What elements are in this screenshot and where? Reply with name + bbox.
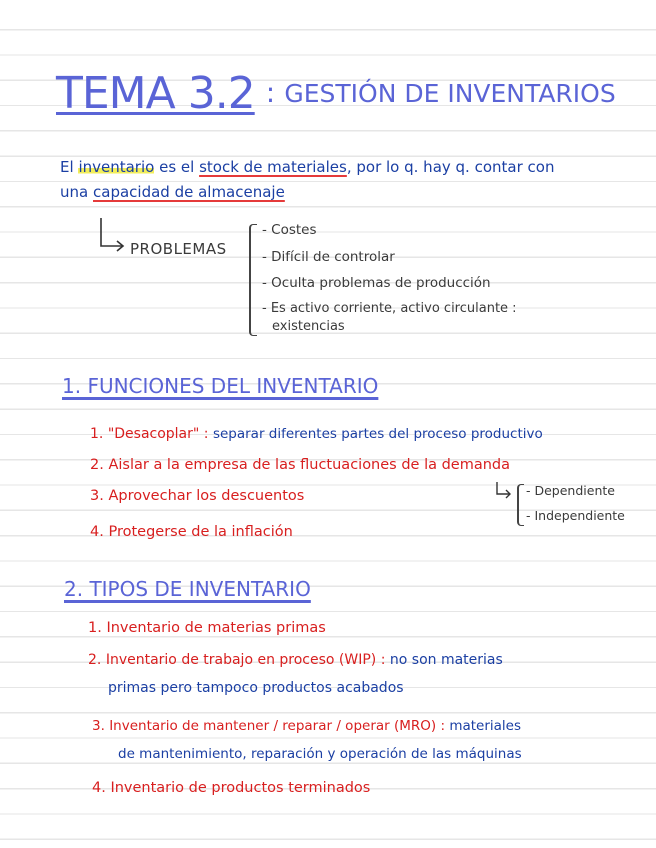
demand-type: - Independiente xyxy=(526,508,625,523)
list-item-cont: de mantenimiento, reparación y operación de las máquinas xyxy=(118,746,522,762)
underlined-term: capacidad de almacenaje xyxy=(93,183,285,201)
highlighted-term: inventario xyxy=(78,158,155,176)
section-heading: 1. FUNCIONES DEL INVENTARIO xyxy=(62,374,379,398)
list-item: 4. Protegerse de la inflación xyxy=(90,524,293,540)
tema-number: TEMA 3.2 xyxy=(56,68,255,119)
demand-type: - Dependiente xyxy=(526,483,615,498)
demand-bracket xyxy=(517,484,524,526)
problem-item: - Oculta problemas de producción xyxy=(262,275,491,291)
list-item: 3. Aprovechar los descuentos xyxy=(90,488,305,504)
problems-label: PROBLEMAS xyxy=(130,240,227,258)
list-item: 3. Inventario de mantener / reparar / operar (MRO) : materiales xyxy=(92,718,521,734)
problem-item: - Costes xyxy=(262,222,317,238)
list-item: 1. "Desacoplar" : separar diferentes partes del proceso productivo xyxy=(90,426,543,442)
corner-arrow-icon xyxy=(494,480,514,502)
problem-item-cont: existencias xyxy=(272,319,345,334)
problem-item: - Difícil de controlar xyxy=(262,249,395,265)
list-item-cont: primas pero tampoco productos acabados xyxy=(108,680,404,696)
problem-item: - Es activo corriente, activo circulante : xyxy=(262,301,517,316)
list-item: 2. Inventario de trabajo en proceso (WIP) : no son materias xyxy=(88,652,503,668)
list-item: 2. Aislar a la empresa de las fluctuaciones de la demanda xyxy=(90,457,511,473)
problems-bracket xyxy=(249,224,257,336)
title-subject: GESTIÓN DE INVENTARIOS xyxy=(284,79,616,108)
page-title xyxy=(56,68,616,119)
section-heading: 2. TIPOS DE INVENTARIO xyxy=(64,577,311,601)
intro-line-2: una capacidad de almacenaje xyxy=(60,183,285,201)
title-colon: : xyxy=(265,76,276,109)
corner-arrow-icon xyxy=(98,218,128,254)
intro-line-1: El inventario es el stock de materiales, por lo q. hay q. contar con xyxy=(60,158,555,176)
underlined-term: stock de materiales xyxy=(199,158,347,176)
list-item: 1. Inventario de materias primas xyxy=(88,620,326,636)
list-item: 4. Inventario de productos terminados xyxy=(92,780,371,796)
